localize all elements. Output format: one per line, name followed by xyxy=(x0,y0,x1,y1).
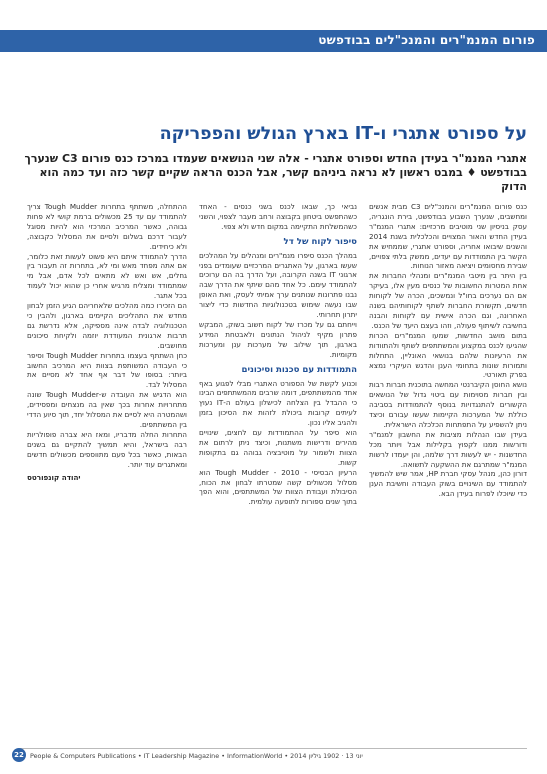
footer-item: People & Computers Publications xyxy=(30,752,136,760)
footer-publications: People & Computers Publications • IT Leadership Magazine • InformationWorld • 2014 יוני 13 · 1902 גיליון xyxy=(30,752,363,760)
section-title: פורום המנמ"רים והמנכ"לים בבודפשט xyxy=(318,33,535,47)
col3-paragraph: ההתחלה, משתתף בתחרות Tough Mudder צריך להתמודד עם עד 25 מכשולים ברמת קושי לא פחות גבוהה, כאשר המרכיב המרכזי הוא להיות מסוגל לעבור דרכם בשלום ולסיים את המסלול כקבוצה, ולא כיחידים. xyxy=(27,202,187,251)
page-footer xyxy=(14,751,527,760)
article-subhead xyxy=(20,152,527,194)
col1-paragraph: נושא החוסן הקיברנטי המחשה בתוכנית חברות רבות ובין חברות מסוימות עם ביטוי גדול של הנושאים הקשורים להתנגדויות בנוסף להתמודדות בסביבה כוללת של המערכות הקיימות שעשו עבורם וכיצד ניתן להשפיע על התפתחות הכלכלה הישראלית. xyxy=(369,380,527,429)
col1-paragraph: בין היתר בין מיטבי המנמ"רים ומנהלי החברות את אחת המטרות החשובות של כנסים מעין אלו, בעיקר אם הם נערכים בחו"ל ונמשכים, הכרה של לקוחות חדשים, תקשורת החברות לשתף לקוחותיהם בשנה האחרונה, וגם הכרה אישית עם לקוחות והבנה בחשיבה לשיתוף פעולה, וזהו בעצם היעד של הכנס. xyxy=(369,271,527,330)
subheading-dell-customer-story: סיפור לקוח של דל xyxy=(283,236,357,247)
footer-item: InformationWorld xyxy=(227,752,283,760)
col2-paragraph: הוא סיפר על ההתמודדות עם לחצים, שינויים מהירים ודרישות משתנות, וכיצד ניתן לרתום את הצוות ולשמור על מוטיבציה גבוהה גם בתקופות קשות. xyxy=(199,428,357,467)
col1-paragraph: בתום מושב החדשות, שמעו המנמ"רים הכרות שהגיעו לכנס במקצוע והמשתתפים לשתף ולהתוודות את הרעיונות שלהם בנושאי האונליין, התחלות ותמורות שונות בתחומי הענן והדגש העיקרי נמצא בפרק תאורטי. xyxy=(369,330,527,380)
subhead-part-2: שנערך בבודפשט ♦ במבט ראשון לא נראה ביניהם קשר, אבל הכנס הראה שקיים קשר כזה ועד כמה הוא הדוק xyxy=(24,152,527,193)
article-headline: על ספורט אתגרי ו-IT בארץ הגולש והפפריקה xyxy=(159,124,527,144)
subheading-risks: התמודדות עם סכנות וסיכונים xyxy=(241,364,357,375)
page-number-badge: 22 xyxy=(12,748,26,762)
col2-paragraph: וייחתם גם על מכרז של לקוח חשוב בשוק, המבקש פתרון מקיף לניהול הנתונים ולאבטחת המידע בארגון, תוך שילוב של מערכות ענן ומערכות מקומיות. xyxy=(199,319,357,359)
col3-paragraph: כחן השתתף בעצמו בתחרות Tough Mudder וסיפר כי העבודה המשותפת בצוות היא המרכיב החשוב ביותר: בסופו של דבר אף אחד לא מסיים את המסלול לבד. xyxy=(27,350,188,390)
col2-paragraph: הרעיון הבסיסי - Tough Mudder - 2010 הוא מסלול מכשולים קשה שמטרתו לבחון את הכוח, הסיבולת ועבודת הצוות של המשתתפים, והוא הפך בתוך שנים ספורות לתופעה עולמית. xyxy=(199,467,357,507)
footer-item: IT Leadership Magazine xyxy=(143,752,220,760)
col3-paragraph: הוא הדגיש את העובדה ש-Tough Mudder שונה מתחרויות אחרות בכך שאין בה מנצחים ומפסידים, ושהמטרה היא לסיים את המסלול יחד, תוך סיוע הדדי בין המשתתפים. xyxy=(27,390,187,429)
col3-paragraph: הם הזכירו כמה מהלכים שלאחריהם הגיע הזמן לבחון מחדש את התהליכים הקיימים בארגון, ולהבין כי הטכנולוגיה לבדה אינה מספיקה, אלא נדרשת גם תרבות ארגונית המעודדת יוזמה ולקיחת סיכונים מחושבים. xyxy=(27,301,187,350)
col1-paragraph: כנס פורום המנמ"רים והמנכ"לים C3 מבית אנשים ומחשבים, שנערך השבוע בבודפשט, בירת הונגריה, עסק בניסיון שני מוטיבים מרכזיים: אתגרי המנמ"ר בעידן החדש והאור המצויים והכלכלית בשנת 2014 והשנים שיבואו אחריה, וספורט אתגרי, שממחיש את הקשר בין התמודדות עם יעדים, ממשק בלתי צפויים, שבירת מחסומים ויציאה מאזור הנוחות. xyxy=(369,202,527,271)
col3-paragraph: הדרך להתמודד איתם היא פשוט לעשות זאת כלומר, אם אתה מפחד מאש ומי לא, בתחרות זה תעבור בין גחלים, אש ואש לא מתאים לכל אדם, אבל מי שמתמודד ומצליח מרגיש אחרי כן שהוא יכול לעמוד בכל אתגר. xyxy=(27,251,187,301)
article-column-3 xyxy=(27,202,187,483)
footer-divider xyxy=(20,748,527,749)
col1-paragraph: דורון כהן, מנהל עסקי חברת HP, אמר שיש להמשיך להתמודד עם השינויים בשוק העבודה וחשיבת הענן כדי שיוכלו לפרוח בעידן הבא. xyxy=(369,469,528,499)
article-column-2 xyxy=(199,202,357,507)
footer-item: 2014 יוני 13 · 1902 גיליון xyxy=(290,752,363,760)
top-margin xyxy=(0,0,547,30)
col1-paragraph: בעידן שבו הנהלות מציבות את החשבון למנמ"ר ודורשות ממנו לקפוץ בקלילות אבל ויותר מכל החדשנות - יש לעשות דרך שלמה, והן יעמדו לרשות המנמ"ר שמתרגם את ההשקעה לתשואה. xyxy=(369,429,527,469)
col2-paragraph: וכנוע לקשת של הספורט האתגרי מבלי לפגוע באף אחד מהמשתתפים, דומה שרבים מהמשתתפים הבינו כי ההבדל בין הצלחה לכישלון בעולם ה-IT נעוץ לעיתים קרובות ביכולת לזהות את הסיכון בזמן ולהגיב אליו נכון. xyxy=(199,378,357,428)
subhead-part-1: אתגרי המנמ"ר בעידן החדש וספורט אתגרי - אלה שני הנושאים שעמדו במרכז כנס פורום C3 xyxy=(61,152,527,165)
col3-paragraph: התחרות החלה מדבריו, ומאז היא צברה פופולריות רבה בישראל, והיא תמשיך להתקיים גם בשנים הבאות, כאשר בכל פעם מתווספים מכשולים חדשים ומאתגרים עוד יותר. xyxy=(27,429,187,469)
section-header-bar xyxy=(0,30,547,52)
col2-paragraph: במהלך הכנס סיפרו מנמ"רים ומנהלים על המהלכים שעשו בארגון, על האתגרים המרכזיים שעומדים בפני ארגוני IT בשנה הקרובה, ועל הדרך בה הם ערוכים להתמודד עימם. כל אחד מהם שיתף את הדרך שבה נבנו פתרונות שנותנים ערך אמיתי לעסק, ואת האופן שבו נעשה שימוש בטכנולוגיות החדשות כדי ליצור יתרון תחרותי. xyxy=(199,250,357,320)
author-signature: יהודה קונפורטס xyxy=(27,473,81,483)
article-column-1 xyxy=(369,202,527,499)
col2-intro: נביאי כך, שבאו לכנס בשני כנסים - האחד כשהתפשט ביטחון בקבוצה ורחב מעבר לצפוי, והשני כשהמשלחת התקיימה במקום חדש ולא צפוי. xyxy=(199,202,357,231)
